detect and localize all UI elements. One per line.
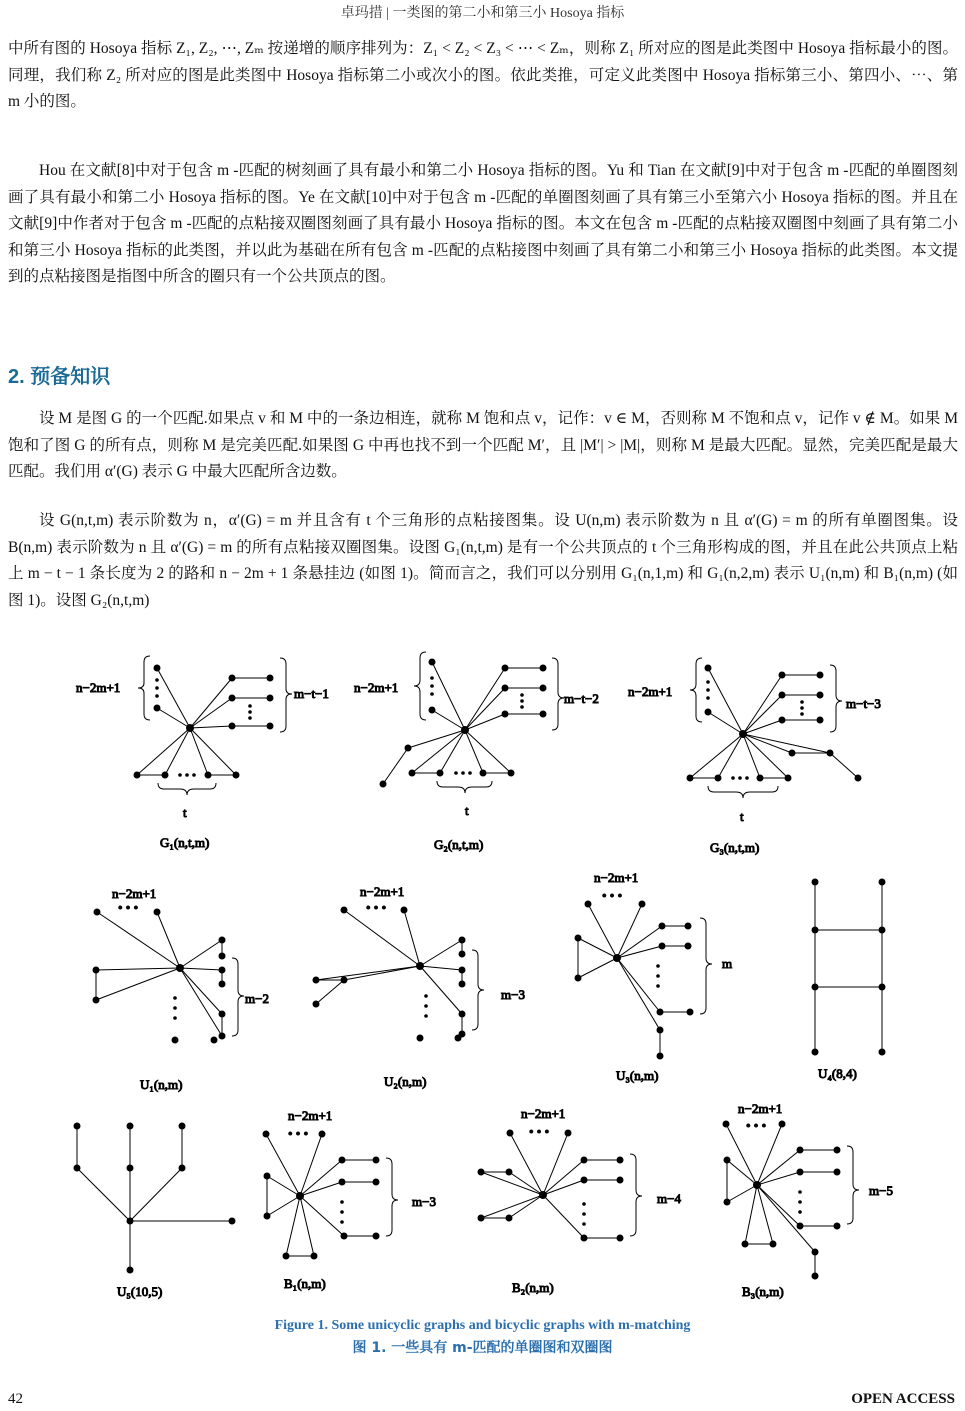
g2-caption: G₂(n,t,m): [434, 837, 484, 852]
g3-t-label: t: [740, 809, 744, 824]
paragraph-1: 中所有图的 Hosoya 指标 Z₁, Z₂, ⋯, Zₘ 按递增的顺序排列为：Z₁ < Z₂ < Z₃ < ⋯ < Zₘ，则称 Z₁ 所对应的图是此类图中 Hosoya 指标最小的图。同理，我们称 Z₂ 所对应的图是此类图中 Hosoya 指标第二小或次小的图。依此类推，可定义此类图中 Hosoya 指标第三小、第四小、⋯、第 m 小的图。: [8, 40, 958, 110]
section-heading: 2. 预备知识: [8, 366, 111, 388]
graph-b1: [263, 1131, 399, 1260]
running-header: 卓玛措 | 一类图的第二小和第三小 Hosoya 指标: [340, 6, 625, 21]
b3-caption: B₃(n,m): [742, 1284, 784, 1299]
graph-u5: [74, 1123, 236, 1274]
graph-u3: [575, 901, 713, 1060]
figure-1: [0, 628, 965, 1318]
b3-path-label: m−5: [869, 1183, 893, 1198]
g2-path-label: m−t−2: [564, 691, 599, 706]
u1-pendant-label: n−2m+1: [112, 886, 157, 901]
b3-pendant-label: n−2m+1: [738, 1101, 783, 1116]
page-number: 42: [8, 1391, 23, 1407]
figure-caption-zh: 图 1. 一些具有 m-匹配的单圈图和双圈图: [352, 1340, 613, 1356]
u1-dots: • • •: [118, 900, 139, 915]
u4-caption: U₄(8,4): [818, 1066, 857, 1081]
b2-path-label: m−4: [657, 1191, 681, 1206]
g3-caption: G₃(n,t,m): [710, 840, 760, 855]
u2-caption: U₂(n,m): [384, 1074, 427, 1089]
g1-caption: G₁(n,t,m): [160, 835, 210, 850]
u3-path-label: m: [722, 956, 733, 971]
b2-caption: B₂(n,m): [512, 1280, 554, 1295]
figure-caption-en: Figure 1. Some unicyclic graphs and bicyclic graphs with m-matching: [274, 1318, 691, 1333]
paragraph-2: Hou 在文献[8]中对于包含 m -匹配的树刻画了具有最小和第二小 Hosoya 指标的图。Yu 和 Tian 在文献[9]中对于包含 m -匹配的单圈图刻画了具有最小和第二小 Hosoya 指标的图。Ye 在文献[10]中对于包含 m -匹配的单圈图刻画了具有第三小至第六小 Hosoya 指标的图。并且在文献[9]中作者对于包含 m -匹配的点粘接双圈图刻画了具有最小 Hosoya 指标的图。本文在包含 m -匹配的点粘接双圈图中刻画了具有第二小和第三小 Hosoya 指标的此类图，并以此为基础在所有包含 m -匹配的点粘接图中刻画了具有第二小和第三小 Hosoya 指标的此类图。本文提到的点粘接图是指图中所含的圈只有一个公共顶点的图。: [8, 162, 958, 285]
paragraph-4: 设 G(n,t,m) 表示阶数为 n，α′(G) = m 并且含有 t 个三角形的点粘接图集。设 U(n,m) 表示阶数为 n 且 α′(G) = m 的所有单圈图集。设 B(n,m) 表示阶数为 n 且 α′(G) = m 的所有点粘接双圈图集。设图 G₁(n,t,m) 是有一个公共顶点的 t 个三角形构成的图，并且在此公共顶点上粘上 m − t − 1 条长度为 2 的路和 n − 2m + 1 条悬挂边 (如图 1)。简而言之，我们可以分别用 G₁(n,1,m) 和 G₁(n,2,m) 表示 U₁(n,m) 和 B₁(n,m) (如图 1)。设图 G₂(n,t,m): [8, 512, 958, 609]
u2-dots: • • •: [366, 900, 387, 915]
b1-path-label: m−3: [412, 1194, 436, 1209]
graph-g3: [687, 658, 862, 798]
u2-path-label: m−3: [501, 987, 525, 1002]
graph-u1: [93, 909, 245, 1044]
u1-caption: U₁(n,m): [140, 1077, 183, 1092]
graph-g1: [134, 656, 293, 795]
graph-b2: [478, 1130, 643, 1242]
paragraph-3: 设 M 是图 G 的一个匹配.如果点 v 和 M 中的一条边相连，就称 M 饱和点 v，记作：v ∈ M，否则称 M 不饱和点 v，记作 v ∉ M。如果 M 饱和了图 G 的所有点，则称 M 是完美匹配.如果图 G 中再也找不到一个匹配 M′，且 |M′| > |M|，则称 M 是最大匹配。显然，完美匹配是最大匹配。我们用 α′(G) 表示 G 中最大匹配所含边数。: [8, 410, 958, 480]
graph-b3: [723, 1121, 860, 1280]
g2-pendant-label: n−2m+1: [354, 680, 399, 695]
u3-caption: U₃(n,m): [616, 1068, 659, 1083]
graph-u4: [812, 879, 886, 1056]
u1-path-label: m−2: [245, 991, 269, 1006]
g1-t-label: t: [183, 805, 187, 820]
graph-g2: [380, 652, 565, 793]
b1-pendant-label: n−2m+1: [288, 1108, 333, 1123]
g3-path-label: m−t−3: [846, 696, 881, 711]
b2-pendant-label: n−2m+1: [521, 1106, 566, 1121]
g2-t-label: t: [465, 803, 469, 818]
g1-path-label: m−t−1: [294, 686, 329, 701]
b2-dots: • • •: [529, 1124, 550, 1139]
g3-pendant-label: n−2m+1: [628, 684, 673, 699]
b1-caption: B₁(n,m): [284, 1276, 326, 1291]
u3-pendant-label: n−2m+1: [594, 870, 639, 885]
open-access-label: OPEN ACCESS: [851, 1391, 955, 1407]
u3-dots: • • •: [602, 888, 623, 903]
graph-u2: [313, 907, 485, 1042]
g1-pendant-label: n−2m+1: [76, 680, 121, 695]
u5-caption: U₅(10,5): [117, 1284, 163, 1299]
u2-pendant-label: n−2m+1: [360, 884, 405, 899]
b3-dots: • • •: [746, 1118, 767, 1133]
b1-dots: • • •: [288, 1126, 309, 1141]
